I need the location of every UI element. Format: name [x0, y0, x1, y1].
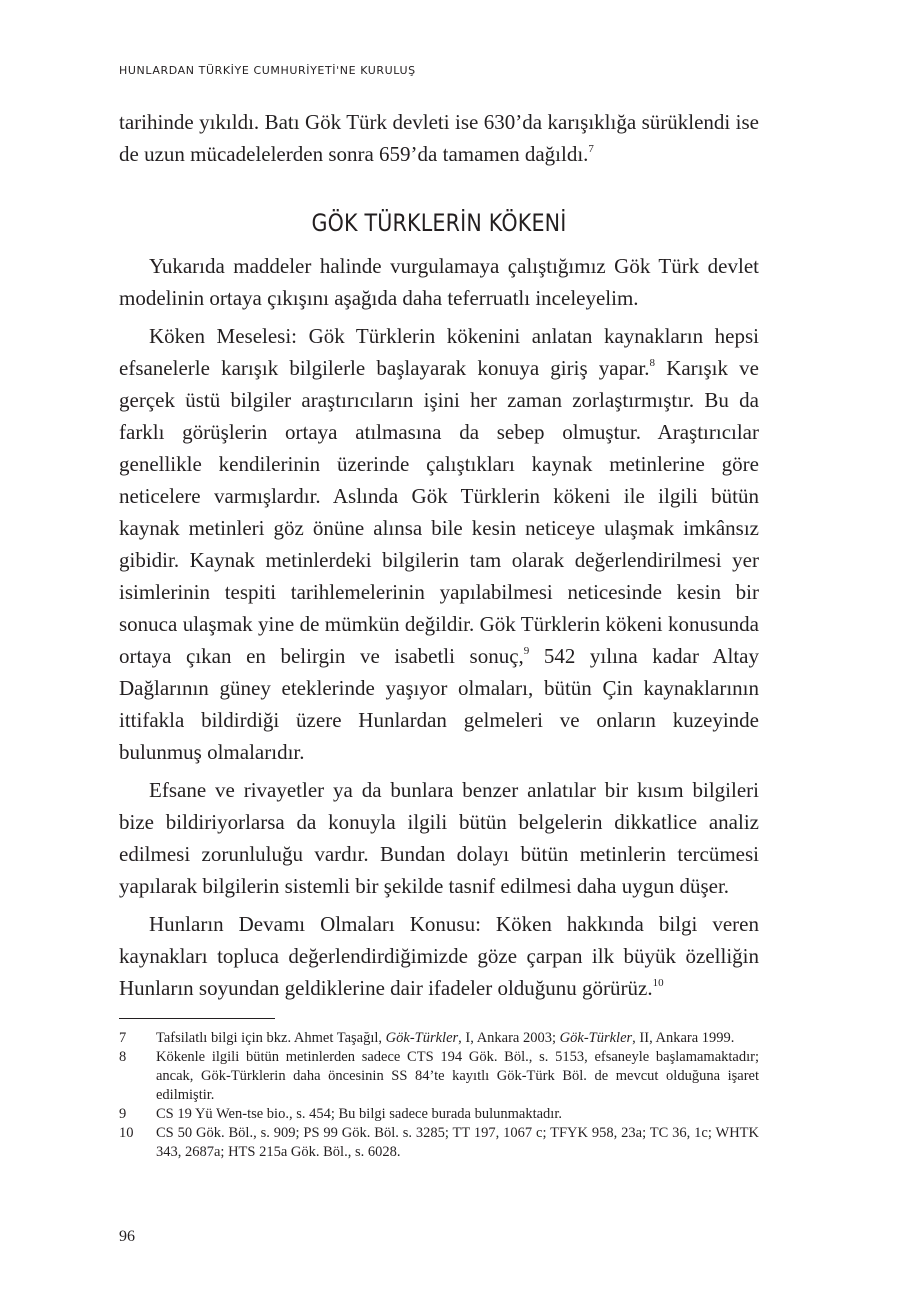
footnote-text	[156, 1029, 759, 1048]
footnote-text-part: , II, Ankara 1999.	[632, 1030, 735, 1046]
paragraph-intro: Yukarıda maddeler halinde vurgulamaya çalıştığımız Gök Türk devlet modelinin ortaya çıkışını aşağıda daha teferruatlı inceleyelim.	[119, 254, 759, 310]
running-head: HUNLARDAN TÜRKİYE CUMHURİYETİ'NE KURULUŞ	[119, 64, 416, 77]
footnote-ref-8[interactable]: 8	[649, 357, 656, 369]
footnote-number: 9	[119, 1106, 127, 1122]
footnote-text: Kökenle ilgili bütün metinlerden sadece CTS 194 Gök. Böl., s. 5153, efsaneyle başlamamaktadır; ancak, Gök-Türklerin daha öncesinin SS 84’te kayıtlı Gök-Türk Böl. de mevcut olduğuna işaret edilmiştir.	[156, 1049, 759, 1103]
paragraph-legends: Efsane ve rivayetler ya da bunlara benzer anlatılar bir kısım bilgileri bize bildiriyorlarsa da konuyla ilgili bütün belgelerin dikkatlice analiz edilmesi zorunluluğu vardır. Bundan dolayı bütün metinlerin tercümesi yapılarak bilgilerin sistemli bir şekilde tasnif edilmesi daha uygun düşer.	[119, 778, 759, 898]
paragraph-text: 542 yılına kadar Altay Dağlarının güney eteklerinde yaşıyor olmaları, bütün Çin kaynaklarının ittifakla bildirdiği üzere Hunlardan gelmeleri ve onların kuzeyinde bulunmuş olmalarıdır.	[119, 644, 759, 764]
footnote-ref-10[interactable]: 10	[652, 977, 664, 989]
footnote-10	[119, 1124, 759, 1162]
footnote-number: 10	[119, 1125, 134, 1141]
book-title: Gök-Türkler	[559, 1030, 633, 1046]
footnote-7	[119, 1029, 759, 1048]
footnotes	[119, 1029, 759, 1162]
paragraph-text: tarihinde yıkıldı. Batı Gök Türk devleti ise 630’da karışıklığa sürüklendi ise de uzun mücadelelerden sonra 659’da tamamen dağıldı.	[119, 110, 759, 166]
page-number: 96	[119, 1228, 135, 1245]
footnote-text-part: , I, Ankara 2003;	[458, 1030, 560, 1046]
footnote-ref-9[interactable]: 9	[523, 645, 530, 657]
footnote-text-part: Tafsilatlı bilgi için bkz. Ahmet Taşağıl,	[156, 1030, 386, 1046]
paragraph-text: Hunların Devamı Olmaları Konusu: Köken hakkında bilgi veren kaynakları topluca değerlendirdiğimizde göze çarpan ilk büyük özelliğin Hunların soyundan geldiklerine dair ifadeler olduğunu görürüz.	[119, 912, 759, 1000]
footnote-divider	[119, 1018, 275, 1019]
footnote-text: CS 19 Yü Wen-tse bio., s. 454; Bu bilgi sadece burada bulunmaktadır.	[156, 1106, 562, 1122]
paragraph-continuation	[119, 106, 759, 170]
body-text	[119, 106, 759, 1004]
footnote-number: 7	[119, 1030, 127, 1046]
paragraph-origin-question	[119, 320, 759, 768]
paragraph-text: Köken Meselesi: Gök Türklerin kökenini anlatan kaynakların hepsi efsanelerle karışık bilgilerle başlayarak konuya giriş yapar.	[119, 324, 759, 380]
section-heading: GÖK TÜRKLERİN KÖKENİ	[311, 209, 567, 237]
book-title: Gök-Türkler	[385, 1030, 459, 1046]
paragraph-hun-descent	[119, 908, 759, 1004]
footnote-ref-7[interactable]: 7	[588, 143, 594, 155]
footnote-number: 8	[119, 1049, 127, 1065]
footnote-9	[119, 1105, 759, 1124]
footnote-text: CS 50 Gök. Böl., s. 909; PS 99 Gök. Böl. s. 3285; TT 197, 1067 c; TFYK 958, 23a; TC 36, 1c; WHTK 343, 2687a; HTS 215a Gök. Böl., s. 6028.	[156, 1125, 759, 1160]
footnote-8	[119, 1048, 759, 1105]
paragraph-text: Karışık ve gerçek üstü bilgiler araştırıcıların işini her zaman zorlaştırmıştır. Bu da farklı görüşlerin ortaya atılmasına da sebep olmuştur. Araştırıcılar genellikle kendilerinin üzerinde çalıştıkları kaynak metinlerine göre neticelere varmışlardır. Aslında Gök Türklerin kökeni ile ilgili bütün kaynak metinleri göz önüne alınsa bile kesin neticeye ulaşmak imkânsız gibidir. Kaynak metinlerdeki bilgilerin tam olarak değerlendirilmesi yer isimlerinin tespiti tarihlemelerinin yapılabilmesi neticesinde kesin bir sonuca ulaşmak yine de mümkün değildir. Gök Türklerin kökeni konusunda ortaya çıkan en belirgin ve isabetli sonuç,	[119, 356, 759, 668]
